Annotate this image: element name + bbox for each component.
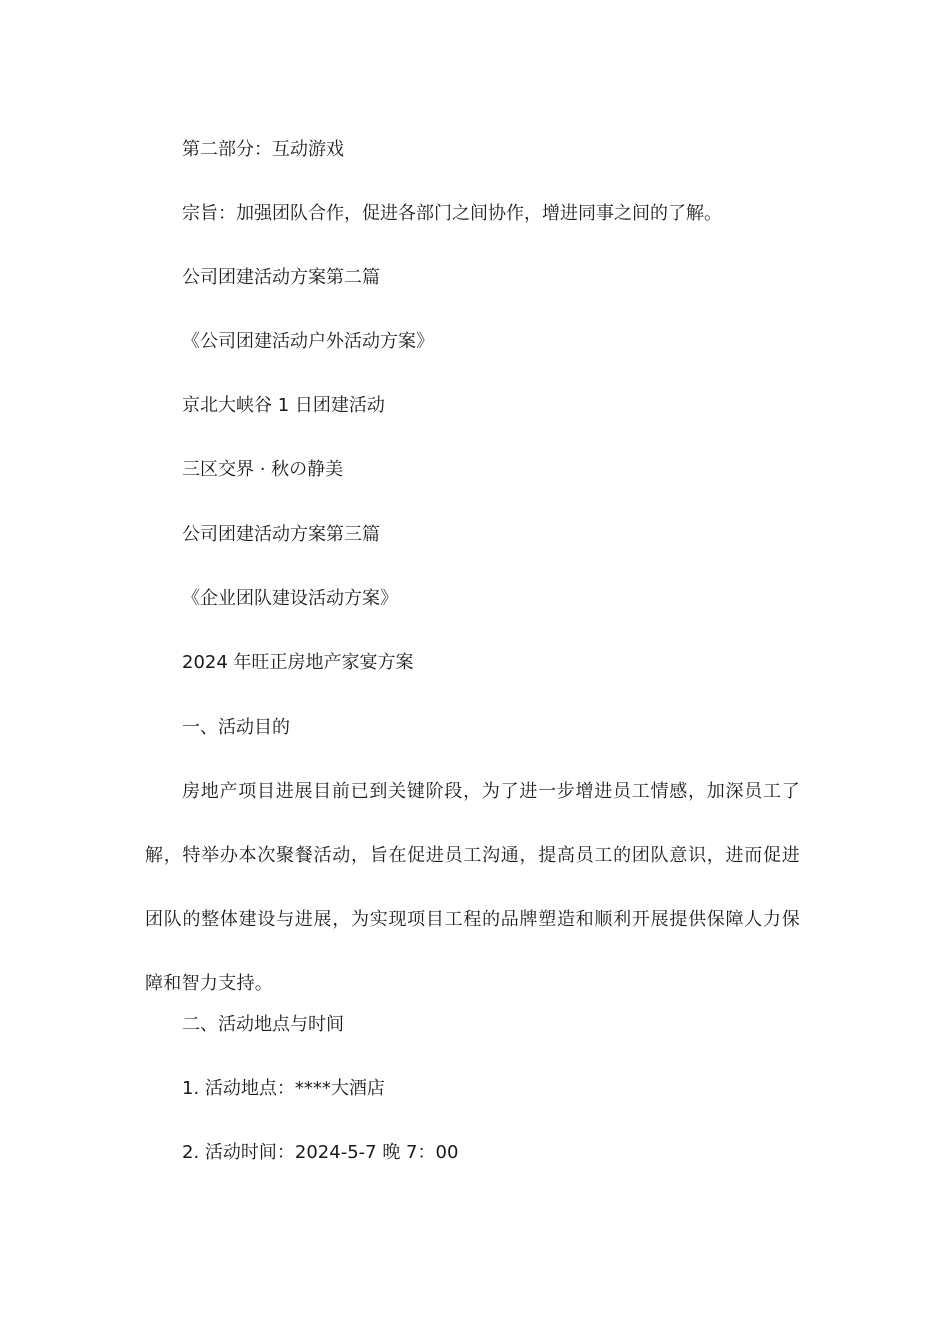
activity-name: 京北大峡谷 1 日团建活动: [182, 395, 385, 416]
plan-subtitle-3: 《企业团队建设活动方案》: [182, 588, 398, 609]
plan-title-2: 公司团建活动方案第二篇: [182, 267, 380, 288]
section-heading: 第二部分：互动游戏: [182, 139, 344, 160]
activity-time: 2. 活动时间：2024-5-7 晚 7：00: [182, 1142, 459, 1163]
heading-activity-purpose: 一、活动目的: [182, 717, 290, 738]
activity-tagline: 三区交界 · 秋の静美: [182, 459, 344, 480]
plan-title-3: 公司团建活动方案第三篇: [182, 524, 380, 545]
purpose-body-paragraph: 房地产项目进展目前已到关键阶段，为了进一步增进员工情感，加深员工了解，特举办本次聚餐活动，旨在促进员工沟通，提高员工的团队意识，进而促进团队的整体建设与进展，为实现项目工程的品牌塑造和顺利开展提供保障人力保障和智力支持。: [145, 781, 800, 994]
banquet-plan-title: 2024 年旺正房地产家宴方案: [182, 652, 414, 673]
purpose-text: 宗旨：加强团队合作，促进各部门之间协作，增进同事之间的了解。: [182, 203, 722, 224]
heading-location-time: 二、活动地点与时间: [182, 1014, 344, 1035]
activity-location: 1. 活动地点：****大酒店: [182, 1078, 385, 1099]
plan-subtitle-2: 《公司团建活动户外活动方案》: [182, 331, 434, 352]
